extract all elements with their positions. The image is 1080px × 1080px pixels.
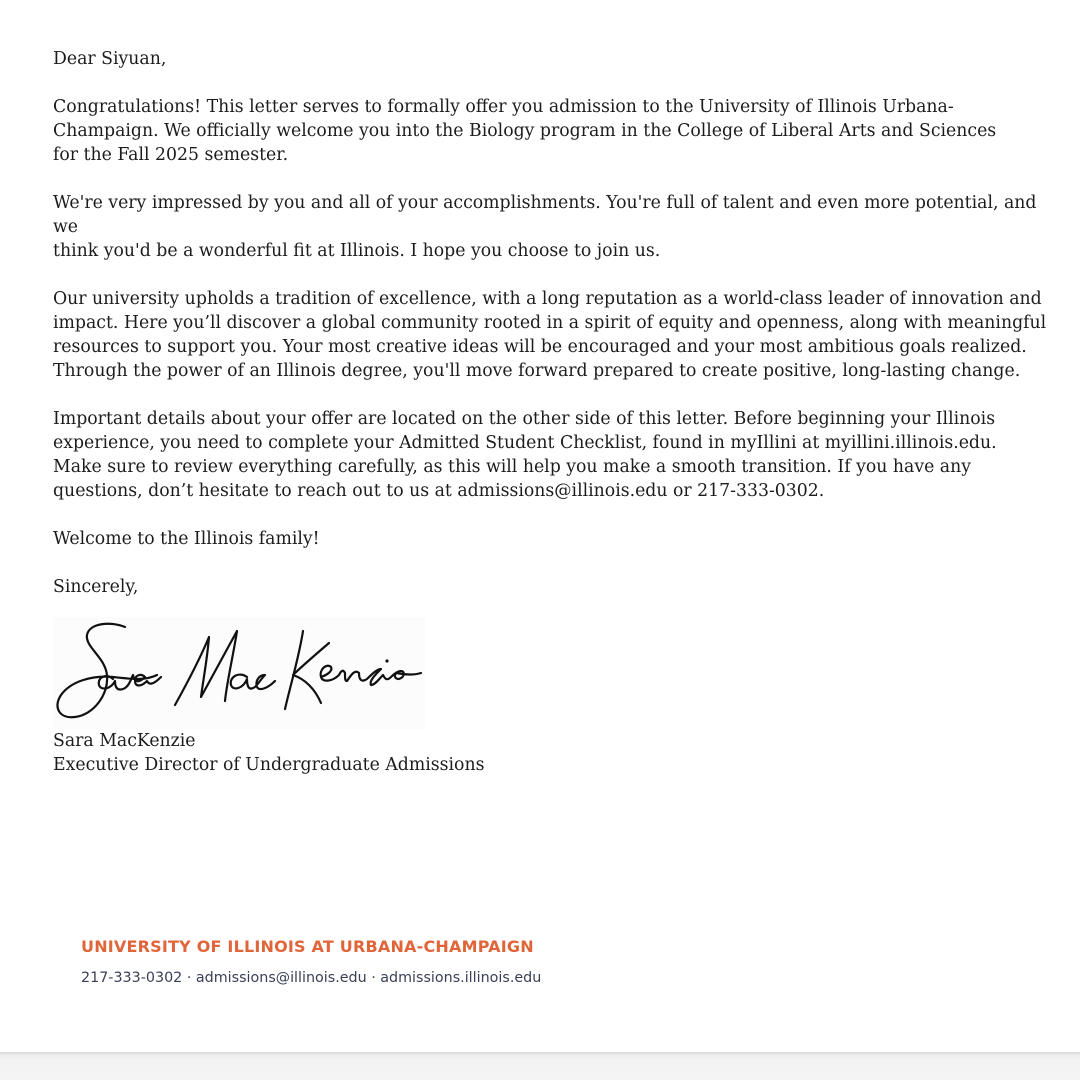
contact-info: 217-333-0302 · admissions@illinois.edu · admissions.illinois.edu: [81, 970, 542, 986]
paragraph-details: [53, 407, 1058, 503]
paragraph-line: Important details about your offer are located on the other side of this letter. Before beginning your Illinois: [53, 409, 996, 429]
welcome-line: Welcome to the Illinois family!: [53, 529, 320, 549]
letter-body: [53, 47, 1058, 777]
signature: [53, 617, 425, 729]
letterhead-footer: [81, 936, 781, 988]
paragraph-line: think you'd be a wonderful fit at Illinois. I hope you choose to join us.: [53, 241, 661, 261]
signer-title: Executive Director of Undergraduate Admissions: [53, 755, 485, 775]
page-bottom-edge: [0, 1052, 1080, 1080]
paragraph-line: Our university upholds a tradition of excellence, with a long reputation as a world-class leader of innovation and: [53, 289, 1042, 309]
paragraph-line: Make sure to review everything carefully, as this will help you make a smooth transition. If you have any: [53, 457, 972, 477]
paragraph-tradition: [53, 287, 1058, 383]
salutation: Dear Siyuan,: [53, 49, 167, 69]
signer-block: [53, 729, 1058, 777]
paragraph-offer: [53, 95, 1058, 167]
paragraph-line: Through the power of an Illinois degree, you'll move forward prepared to create positive, long-lasting change.: [53, 361, 1021, 381]
signature-image: [53, 617, 425, 729]
paragraph-line: questions, don’t hesitate to reach out to us at admissions@illinois.edu or 217-333-0302.: [53, 481, 825, 501]
paragraph-line: Champaign. We officially welcome you into the Biology program in the College of Liberal Arts and Sciences: [53, 121, 997, 141]
paragraph-line: impact. Here you’ll discover a global community rooted in a spirit of equity and openness, along with meaningful: [53, 313, 1047, 333]
university-name: UNIVERSITY OF ILLINOIS AT URBANA-CHAMPAIGN: [81, 937, 534, 956]
paragraph-line: for the Fall 2025 semester.: [53, 145, 289, 165]
paragraph-line: resources to support you. Your most creative ideas will be encouraged and your most ambitious goals realized.: [53, 337, 1027, 357]
paragraph-line: experience, you need to complete your Admitted Student Checklist, found in myIllini at myillini.illinois.edu.: [53, 433, 997, 453]
paragraph-impressed: [53, 191, 1058, 263]
paragraph-line: We're very impressed by you and all of your accomplishments. You're full of talent and even more potential, and we: [53, 193, 1037, 237]
closing: Sincerely,: [53, 577, 139, 597]
paragraph-line: Congratulations! This letter serves to formally offer you admission to the University of Illinois Urbana-: [53, 97, 954, 117]
signer-name: Sara MacKenzie: [53, 731, 196, 751]
